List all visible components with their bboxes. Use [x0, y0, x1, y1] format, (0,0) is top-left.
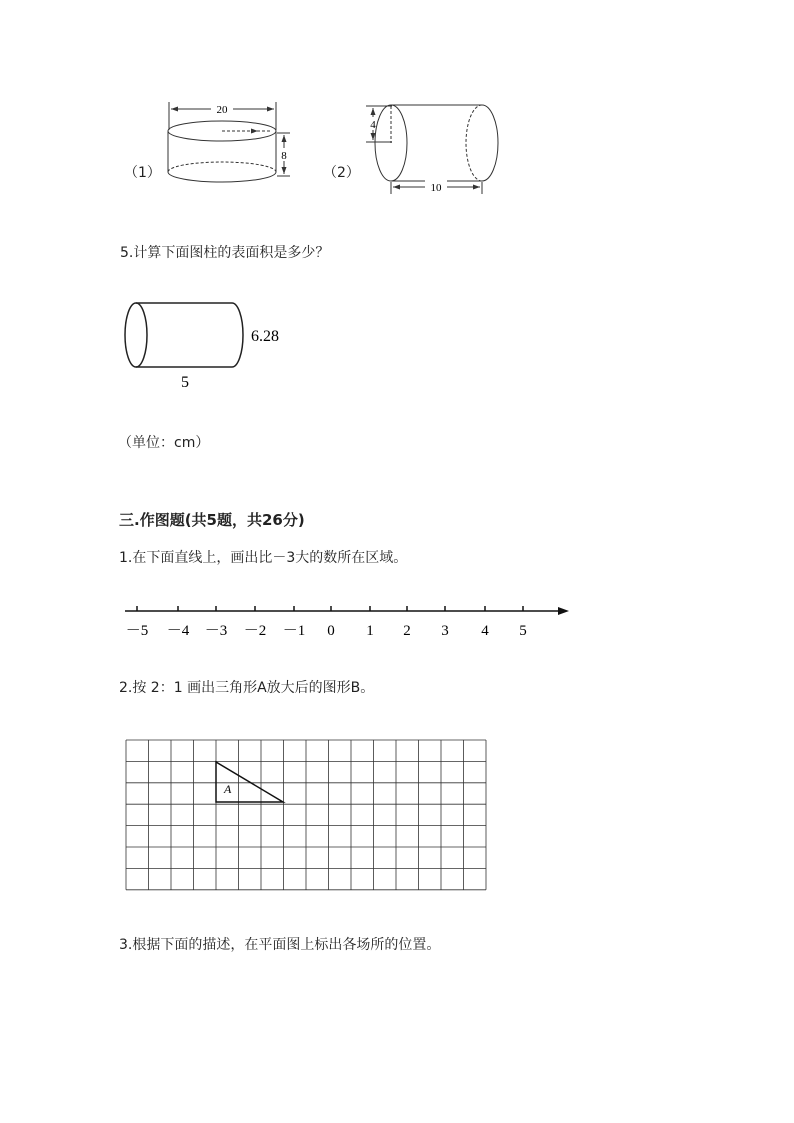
number-line-tick-label: 2	[403, 623, 411, 639]
number-line-tick-label: 4	[481, 623, 489, 639]
q5-text: 5.计算下面图柱的表面积是多少？	[120, 245, 330, 261]
section-3-heading: 三.作图题(共5题，共26分)	[119, 511, 305, 529]
number-line-tick-label: －1	[282, 623, 306, 639]
fig2-length-label: 10	[430, 182, 442, 194]
number-line-tick-label: －2	[243, 623, 267, 639]
fig2-radius-label: 4	[370, 119, 376, 131]
number-line-tick-label: 1	[366, 623, 374, 639]
number-line-tick-label: －5	[125, 623, 149, 639]
q5-length-label: 5	[181, 374, 189, 391]
number-line-tick-label: 5	[519, 623, 527, 639]
number-line-tick-label: －3	[204, 623, 228, 639]
q5-circumference-label: 6.28	[251, 328, 279, 345]
figure-1-label: （1）	[124, 165, 161, 181]
triangle-a-label: A	[224, 782, 232, 796]
figure-2-label: （2）	[323, 165, 360, 181]
fig1-width-label: 20	[216, 104, 228, 116]
s3-q2-text: 2.按 2：1 画出三角形A放大后的图形B。	[119, 680, 375, 696]
fig1-height-label: 8	[281, 150, 287, 162]
number-line-tick-label: －4	[166, 623, 190, 639]
number-line-tick-label: 0	[327, 623, 335, 639]
q5-unit: （单位：cm）	[118, 435, 210, 451]
number-line-tick-label: 3	[441, 623, 449, 639]
s3-q3-text: 3.根据下面的描述，在平面图上标出各场所的位置。	[119, 937, 441, 953]
s3-q1-text: 1.在下面直线上，画出比－3大的数所在区域。	[119, 550, 408, 566]
